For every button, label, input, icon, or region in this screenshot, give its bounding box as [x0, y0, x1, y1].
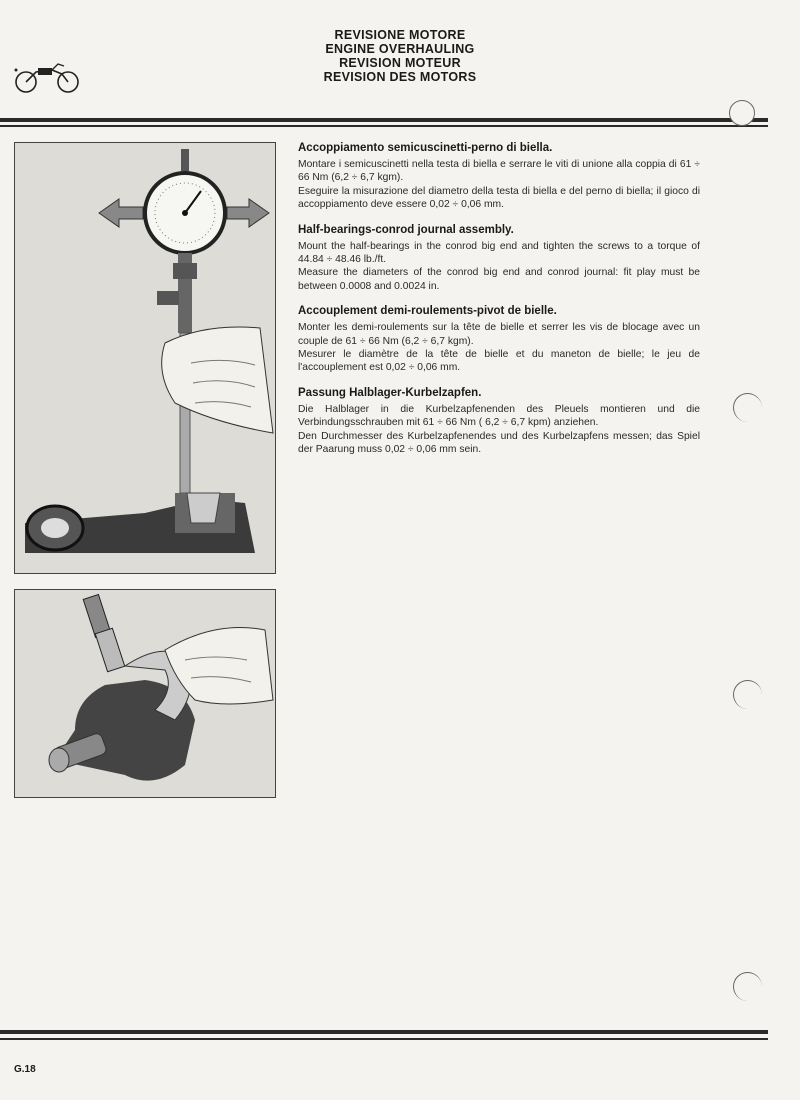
section-italian — [298, 142, 700, 212]
bottom-rule-thin — [0, 1038, 768, 1040]
micrometer-illustration — [15, 590, 275, 797]
section-paragraph: Measure the diameters of the conrod big end and conrod journal: fit play must be between 0.0008 and 0.0024 in. — [298, 267, 700, 292]
crankshaft-micrometer-photo — [14, 589, 276, 798]
top-rule — [0, 118, 768, 122]
bottom-rule — [0, 1030, 768, 1034]
conrod-measurement-photo — [14, 142, 276, 574]
section-paragraph: Eseguire la misurazione del diametro della testa di biella e del perno di biella; il gioco di accoppiamento deve essere 0,02 ÷ 0,06 mm. — [298, 185, 700, 211]
binder-hole — [733, 393, 762, 422]
section-title: Accoppiamento semicuscinetti-perno di biella. — [298, 142, 553, 154]
top-rule-thin — [0, 125, 768, 127]
instruction-text — [298, 142, 700, 469]
header-title-fr: REVISION MOTEUR — [339, 56, 461, 70]
section-paragraph: Monter les demi-roulements sur la tête de bielle et serrer les vis de blocage avec un couple de 61 ÷ 66 Nm (6,2 ÷ 6,7 kgm). — [298, 322, 700, 347]
binder-hole — [733, 680, 762, 709]
section-title: Passung Halblager-Kurbelzapfen. — [298, 386, 482, 399]
section-paragraph: Mesurer le diamètre de la tête de bielle et du maneton de bielle; le jeu de l'accouplement est 0,02 ÷ 0,06 mm. — [298, 349, 700, 374]
binder-hole — [733, 972, 762, 1001]
section-paragraph: Den Durchmesser des Kurbelzapfenendes und des Kurbelzapfens messen; das Spiel der Paarung muss 0,02 ÷ 0,06 mm sein. — [298, 430, 700, 456]
section-german — [298, 387, 700, 457]
section-english — [298, 224, 700, 294]
section-paragraph: Die Halblager in die Kurbelzapfenenden des Pleuels montieren und die Verbindungsschrauben mit 61 ÷ 66 Nm ( 6,2 ÷ 6,7 kpm) anziehen. — [298, 403, 700, 429]
header-title-de: REVISION DES MOTORS — [323, 70, 477, 84]
motorcycle-logo-icon — [12, 60, 82, 94]
section-title: Accouplement demi-roulements-pivot de bielle. — [298, 305, 557, 318]
section-french — [298, 305, 700, 375]
binder-hole — [729, 100, 755, 126]
header-title-en: ENGINE OVERHAULING — [325, 42, 475, 56]
page-header — [0, 28, 800, 84]
section-paragraph: Mount the half-bearings in the conrod big end and tighten the screws to a torque of 44.84 ÷ 48.46 lb./ft. — [298, 240, 700, 266]
page-number: G.18 — [14, 1064, 36, 1075]
dial-gauge-illustration — [15, 143, 275, 573]
section-paragraph: Montare i semicuscinetti nella testa di biella e serrare le viti di unione alla coppia di 61 ÷ 66 Nm (6,2 ÷ 6,7 kgm). — [298, 159, 700, 184]
header-title-it: REVISIONE MOTORE — [334, 28, 466, 42]
section-title: Half-bearings-conrod journal assembly. — [298, 223, 514, 236]
